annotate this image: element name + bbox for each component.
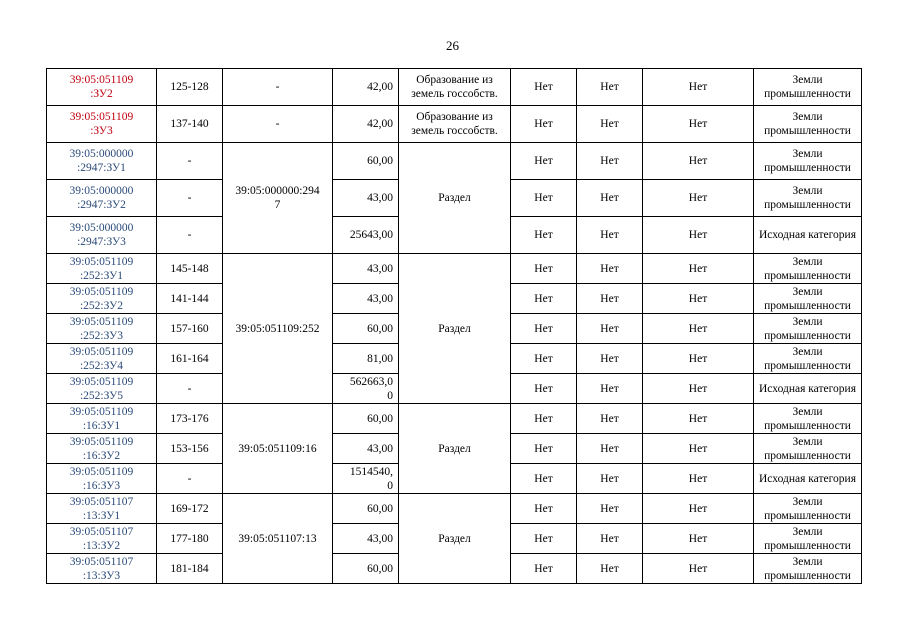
restriction-1: Нет <box>511 143 577 180</box>
plot-id: 39:05:051109 :252:ЗУ5 <box>47 374 157 404</box>
land-category: Земли промышленности <box>754 106 862 143</box>
table-row <box>47 143 862 180</box>
restriction-3: Нет <box>643 314 754 344</box>
restriction-3: Нет <box>643 374 754 404</box>
plot-id: 39:05:051109 :252:ЗУ1 <box>47 254 157 284</box>
boundary-points: 137-140 <box>157 106 223 143</box>
table-row <box>47 106 862 143</box>
source-parcel: - <box>223 69 333 106</box>
area-value: 43,00 <box>333 254 399 284</box>
land-category: Земли промышленности <box>754 314 862 344</box>
source-parcel: 39:05:000000:294 7 <box>223 143 333 254</box>
boundary-points: 153-156 <box>157 434 223 464</box>
land-category: Земли промышленности <box>754 254 862 284</box>
land-category: Земли промышленности <box>754 284 862 314</box>
table-row <box>47 69 862 106</box>
area-value: 60,00 <box>333 554 399 584</box>
boundary-points: - <box>157 180 223 217</box>
restriction-1: Нет <box>511 374 577 404</box>
plot-id: 39:05:051109 :16:ЗУ2 <box>47 434 157 464</box>
boundary-points: 125-128 <box>157 69 223 106</box>
restriction-1: Нет <box>511 314 577 344</box>
restriction-3: Нет <box>643 434 754 464</box>
boundary-points: 161-164 <box>157 344 223 374</box>
boundary-points: 157-160 <box>157 314 223 344</box>
restriction-3: Нет <box>643 554 754 584</box>
source-parcel: 39:05:051107:13 <box>223 494 333 584</box>
restriction-2: Нет <box>577 554 643 584</box>
boundary-points: 169-172 <box>157 494 223 524</box>
plot-id: 39:05:051107 :13:ЗУ2 <box>47 524 157 554</box>
restriction-2: Нет <box>577 106 643 143</box>
restriction-3: Нет <box>643 143 754 180</box>
source-parcel: - <box>223 106 333 143</box>
restriction-3: Нет <box>643 524 754 554</box>
restriction-2: Нет <box>577 404 643 434</box>
boundary-points: 145-148 <box>157 254 223 284</box>
land-category: Исходная категория <box>754 464 862 494</box>
restriction-1: Нет <box>511 524 577 554</box>
restriction-2: Нет <box>577 69 643 106</box>
plot-id: 39:05:051107 :13:ЗУ3 <box>47 554 157 584</box>
area-value: 25643,00 <box>333 217 399 254</box>
restriction-3: Нет <box>643 217 754 254</box>
restriction-3: Нет <box>643 344 754 374</box>
table-row <box>47 254 862 284</box>
table-row <box>47 404 862 434</box>
land-category: Земли промышленности <box>754 180 862 217</box>
boundary-points: - <box>157 217 223 254</box>
restriction-1: Нет <box>511 404 577 434</box>
boundary-points: 141-144 <box>157 284 223 314</box>
plot-id: 39:05:051109 :252:ЗУ4 <box>47 344 157 374</box>
land-category: Земли промышленности <box>754 434 862 464</box>
restriction-1: Нет <box>511 180 577 217</box>
restriction-1: Нет <box>511 434 577 464</box>
plot-id: 39:05:051109 :ЗУ3 <box>47 106 157 143</box>
boundary-points: - <box>157 374 223 404</box>
boundary-points: 177-180 <box>157 524 223 554</box>
restriction-2: Нет <box>577 254 643 284</box>
area-value: 60,00 <box>333 404 399 434</box>
restriction-3: Нет <box>643 106 754 143</box>
restriction-1: Нет <box>511 494 577 524</box>
land-category: Земли промышленности <box>754 494 862 524</box>
area-value: 42,00 <box>333 106 399 143</box>
area-value: 42,00 <box>333 69 399 106</box>
land-category: Земли промышленности <box>754 143 862 180</box>
restriction-2: Нет <box>577 434 643 464</box>
restriction-1: Нет <box>511 554 577 584</box>
plot-id: 39:05:051107 :13:ЗУ1 <box>47 494 157 524</box>
formation-method: Раздел <box>399 254 511 404</box>
land-category: Исходная категория <box>754 374 862 404</box>
restriction-3: Нет <box>643 69 754 106</box>
restriction-1: Нет <box>511 284 577 314</box>
formation-method: Раздел <box>399 404 511 494</box>
restriction-3: Нет <box>643 254 754 284</box>
boundary-points: 173-176 <box>157 404 223 434</box>
restriction-2: Нет <box>577 464 643 494</box>
area-value: 43,00 <box>333 180 399 217</box>
restriction-2: Нет <box>577 284 643 314</box>
table-row <box>47 494 862 524</box>
boundary-points: 181-184 <box>157 554 223 584</box>
restriction-1: Нет <box>511 344 577 374</box>
plot-id: 39:05:051109 :ЗУ2 <box>47 69 157 106</box>
plot-id: 39:05:000000 :2947:ЗУ3 <box>47 217 157 254</box>
source-parcel: 39:05:051109:16 <box>223 404 333 494</box>
area-value: 81,00 <box>333 344 399 374</box>
area-value: 60,00 <box>333 143 399 180</box>
restriction-1: Нет <box>511 69 577 106</box>
restriction-3: Нет <box>643 494 754 524</box>
plot-id: 39:05:051109 :16:ЗУ3 <box>47 464 157 494</box>
restriction-1: Нет <box>511 464 577 494</box>
restriction-2: Нет <box>577 143 643 180</box>
land-category: Земли промышленности <box>754 404 862 434</box>
plot-id: 39:05:000000 :2947:ЗУ2 <box>47 180 157 217</box>
restriction-1: Нет <box>511 254 577 284</box>
area-value: 60,00 <box>333 314 399 344</box>
plot-id: 39:05:051109 :16:ЗУ1 <box>47 404 157 434</box>
restriction-2: Нет <box>577 494 643 524</box>
restriction-2: Нет <box>577 374 643 404</box>
restriction-1: Нет <box>511 217 577 254</box>
plot-id: 39:05:000000 :2947:ЗУ1 <box>47 143 157 180</box>
restriction-3: Нет <box>643 284 754 314</box>
area-value: 43,00 <box>333 434 399 464</box>
area-value: 43,00 <box>333 524 399 554</box>
boundary-points: - <box>157 464 223 494</box>
boundary-points: - <box>157 143 223 180</box>
land-category: Земли промышленности <box>754 69 862 106</box>
land-plots-table <box>46 68 862 584</box>
page-number: 26 <box>446 38 459 53</box>
restriction-2: Нет <box>577 217 643 254</box>
restriction-3: Нет <box>643 404 754 434</box>
area-value: 60,00 <box>333 494 399 524</box>
formation-method: Образование из земель госсобств. <box>399 106 511 143</box>
land-category: Земли промышленности <box>754 344 862 374</box>
restriction-3: Нет <box>643 180 754 217</box>
restriction-2: Нет <box>577 524 643 554</box>
plot-id: 39:05:051109 :252:ЗУ2 <box>47 284 157 314</box>
area-value: 43,00 <box>333 284 399 314</box>
restriction-2: Нет <box>577 344 643 374</box>
restriction-2: Нет <box>577 314 643 344</box>
restriction-2: Нет <box>577 180 643 217</box>
restriction-1: Нет <box>511 106 577 143</box>
area-value: 562663,0 0 <box>333 374 399 404</box>
land-category: Земли промышленности <box>754 524 862 554</box>
plot-id: 39:05:051109 :252:ЗУ3 <box>47 314 157 344</box>
formation-method: Образование из земель госсобств. <box>399 69 511 106</box>
formation-method: Раздел <box>399 494 511 584</box>
restriction-3: Нет <box>643 464 754 494</box>
land-category: Земли промышленности <box>754 554 862 584</box>
area-value: 1514540, 0 <box>333 464 399 494</box>
formation-method: Раздел <box>399 143 511 254</box>
land-category: Исходная категория <box>754 217 862 254</box>
source-parcel: 39:05:051109:252 <box>223 254 333 404</box>
